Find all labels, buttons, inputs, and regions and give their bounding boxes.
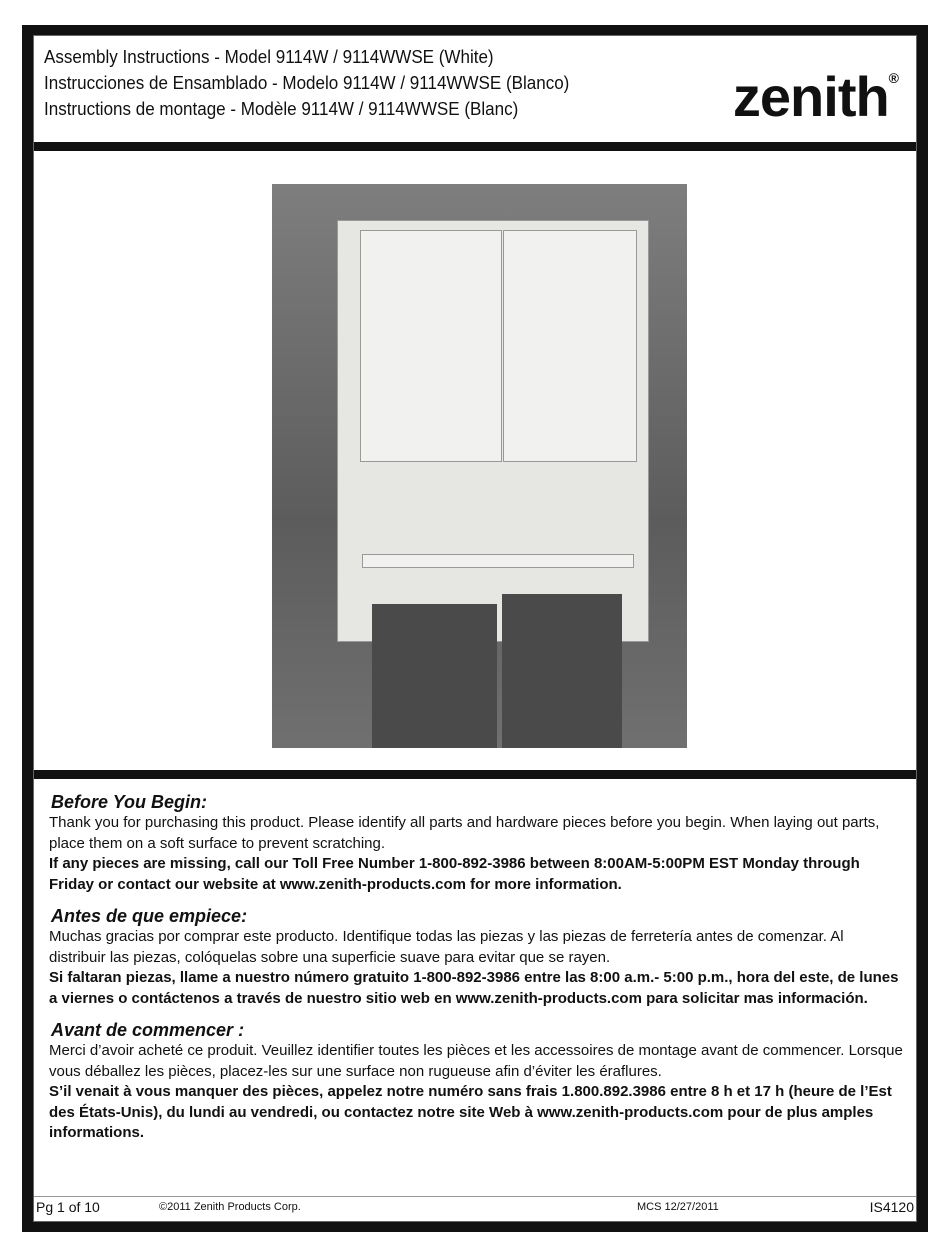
cabinet-door-left — [360, 230, 502, 462]
divider-bar — [34, 770, 916, 779]
section-body: Merci d’avoir acheté ce produit. Veuillez identifier toutes les pièces et les accessoires de montage avant de commencer. Lorsque vous déballez les pièces, placez-les sur une surface non rugueuse afin d’éviter les éraflures. — [49, 1042, 903, 1080]
copyright: ©2011 Zenith Products Corp. — [159, 1201, 301, 1213]
header-titles — [44, 44, 569, 122]
section-french — [49, 1019, 904, 1144]
cabinet-shelf — [362, 554, 634, 568]
registered-mark: ® — [888, 70, 898, 86]
title-french: Instructions de montage - Modèle 9114W / 9114WWSE (Blanc) — [44, 98, 519, 119]
section-body: Thank you for purchasing this product. Please identify all parts and hardware pieces before you begin. When laying out parts, place them on a soft surface to prevent scratching. — [49, 814, 880, 852]
section-title: Antes de que empiece: — [51, 906, 248, 926]
revision-date: MCS 12/27/2011 — [637, 1201, 719, 1213]
divider-bar — [34, 142, 916, 151]
section-contact: S’il venait à vous manquer des pièces, appelez notre numéro sans frais 1.800.892.3986 entre 8 h et 17 h (heure de l’Est des États-Unis), du lundi au vendredi, ou contactez notre site Web à www.zenith-products.com pour de plus amples informations. — [49, 1083, 892, 1141]
product-photo — [272, 184, 687, 748]
page-number: Pg 1 of 10 — [36, 1199, 100, 1215]
section-title: Avant de commencer : — [51, 1020, 245, 1040]
section-spanish — [49, 905, 904, 1009]
towel-right — [502, 594, 622, 748]
cabinet-door-right — [503, 230, 637, 462]
section-english — [49, 791, 904, 895]
section-body: Muchas gracias por comprar este producto. Identifique todas las piezas y las piezas de ferretería antes de comenzar. Al distribuir las piezas, colóquelas sobre una superficie suave para evitar que se rayen. — [49, 928, 844, 966]
document-code: IS4120 — [869, 1199, 914, 1215]
logo-text: zenith — [732, 65, 889, 128]
section-contact: Si faltaran piezas, llame a nuestro número gratuito 1-800-892-3986 entre las 8:00 a.m.- 5:00 p.m., hora del este, de lunes a viernes o contáctenos a través de nuestro sitio web en www.zenith-products.com para solicitar mas información. — [49, 969, 899, 1007]
footer — [34, 1196, 916, 1219]
instructions-text — [49, 791, 904, 1154]
section-contact: If any pieces are missing, call our Toll Free Number 1-800-892-3986 between 8:00AM-5:00PM EST Monday through Friday or contact our website at www.zenith-products.com for more information. — [49, 855, 860, 893]
page-content — [33, 35, 917, 1222]
title-english: Assembly Instructions - Model 9114W / 9114WWSE (White) — [44, 46, 494, 67]
page-frame — [22, 25, 928, 1232]
section-title: Before You Begin: — [51, 792, 208, 812]
towel-left — [372, 604, 497, 748]
title-spanish: Instrucciones de Ensamblado - Modelo 9114W / 9114WWSE (Blanco) — [44, 72, 570, 93]
zenith-logo — [733, 64, 898, 129]
